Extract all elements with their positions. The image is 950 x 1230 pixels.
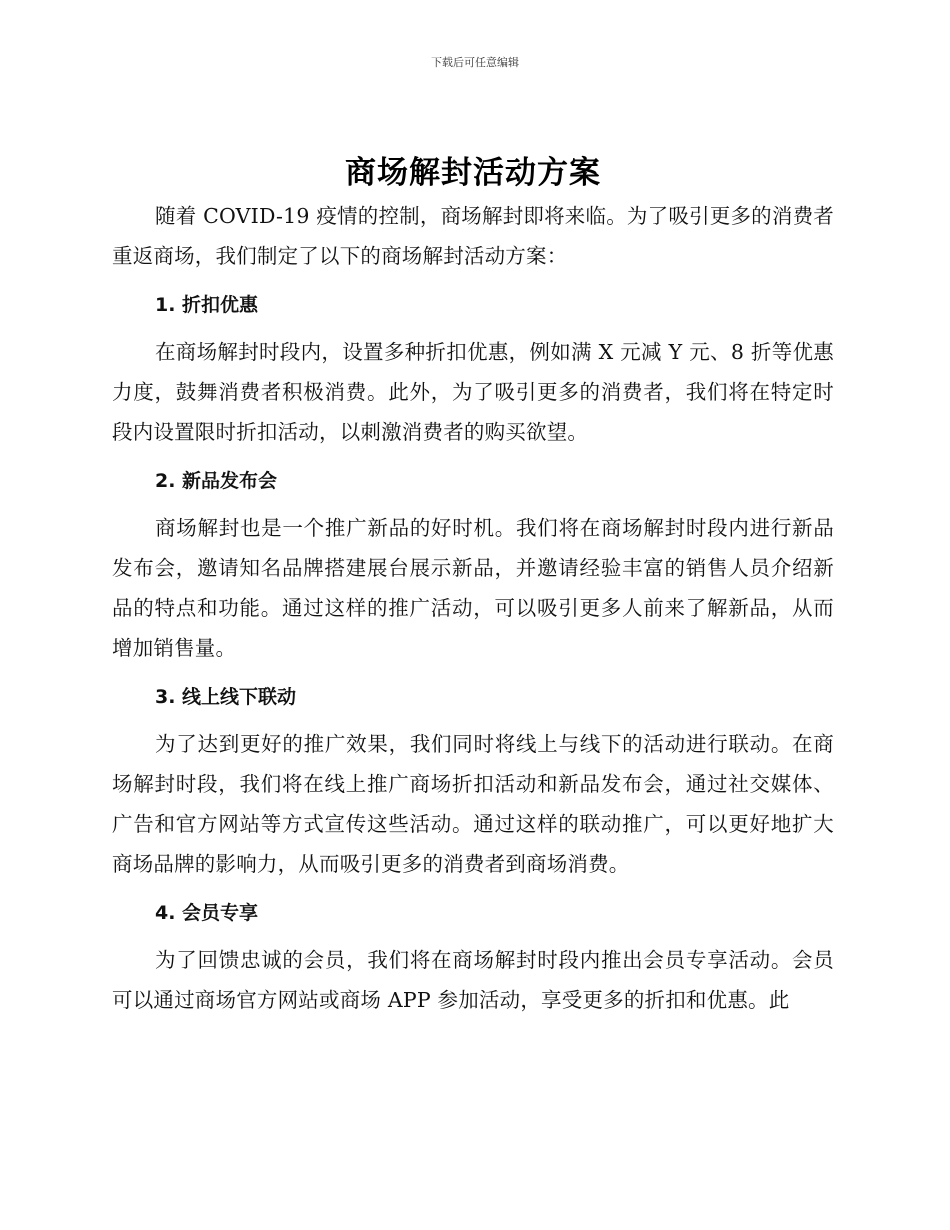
document-content (112, 150, 834, 1020)
section-new-product-launch (112, 466, 834, 668)
section-heading: 2. 新品发布会 (155, 470, 278, 492)
section-body: 商场解封也是一个推广新品的好时机。我们将在商场解封时段内进行新品发布会，邀请知名品牌搭建展台展示新品，并邀请经验丰富的销售人员介绍新品的特点和功能。通过这样的推广活动，可以吸引更多人前来了解新品，从而增加销售量。 (112, 516, 834, 660)
section-heading: 4. 会员专享 (155, 902, 259, 924)
section-body: 为了达到更好的推广效果，我们同时将线上与线下的活动进行联动。在商场解封时段，我们将在线上推广商场折扣活动和新品发布会，通过社交媒体、广告和官方网站等方式宣传这些活动。通过这样的联动推广，可以更好地扩大商场品牌的影响力，从而吸引更多的消费者到商场消费。 (112, 732, 834, 876)
section-heading: 3. 线上线下联动 (155, 686, 297, 708)
section-discount (112, 290, 834, 452)
section-body: 在商场解封时段内，设置多种折扣优惠，例如满 X 元减 Y 元、8 折等优惠力度，鼓舞消费者积极消费。此外，为了吸引更多的消费者，我们将在特定时段内设置限时折扣活动，以刺激消费者的购买欲望。 (112, 340, 834, 444)
section-heading: 1. 折扣优惠 (155, 294, 259, 316)
section-online-offline (112, 682, 834, 884)
document-title: 商场解封活动方案 (345, 155, 601, 191)
section-member-exclusive (112, 898, 834, 1020)
intro-paragraph: 随着 COVID-19 疫情的控制，商场解封即将来临。为了吸引更多的消费者重返商场，我们制定了以下的商场解封活动方案： (112, 204, 834, 268)
header-note: 下载后可任意编辑 (431, 56, 519, 69)
section-body: 为了回馈忠诚的会员，我们将在商场解封时段内推出会员专享活动。会员可以通过商场官方网站或商场 APP 参加活动，享受更多的折扣和优惠。此 (112, 948, 834, 1012)
